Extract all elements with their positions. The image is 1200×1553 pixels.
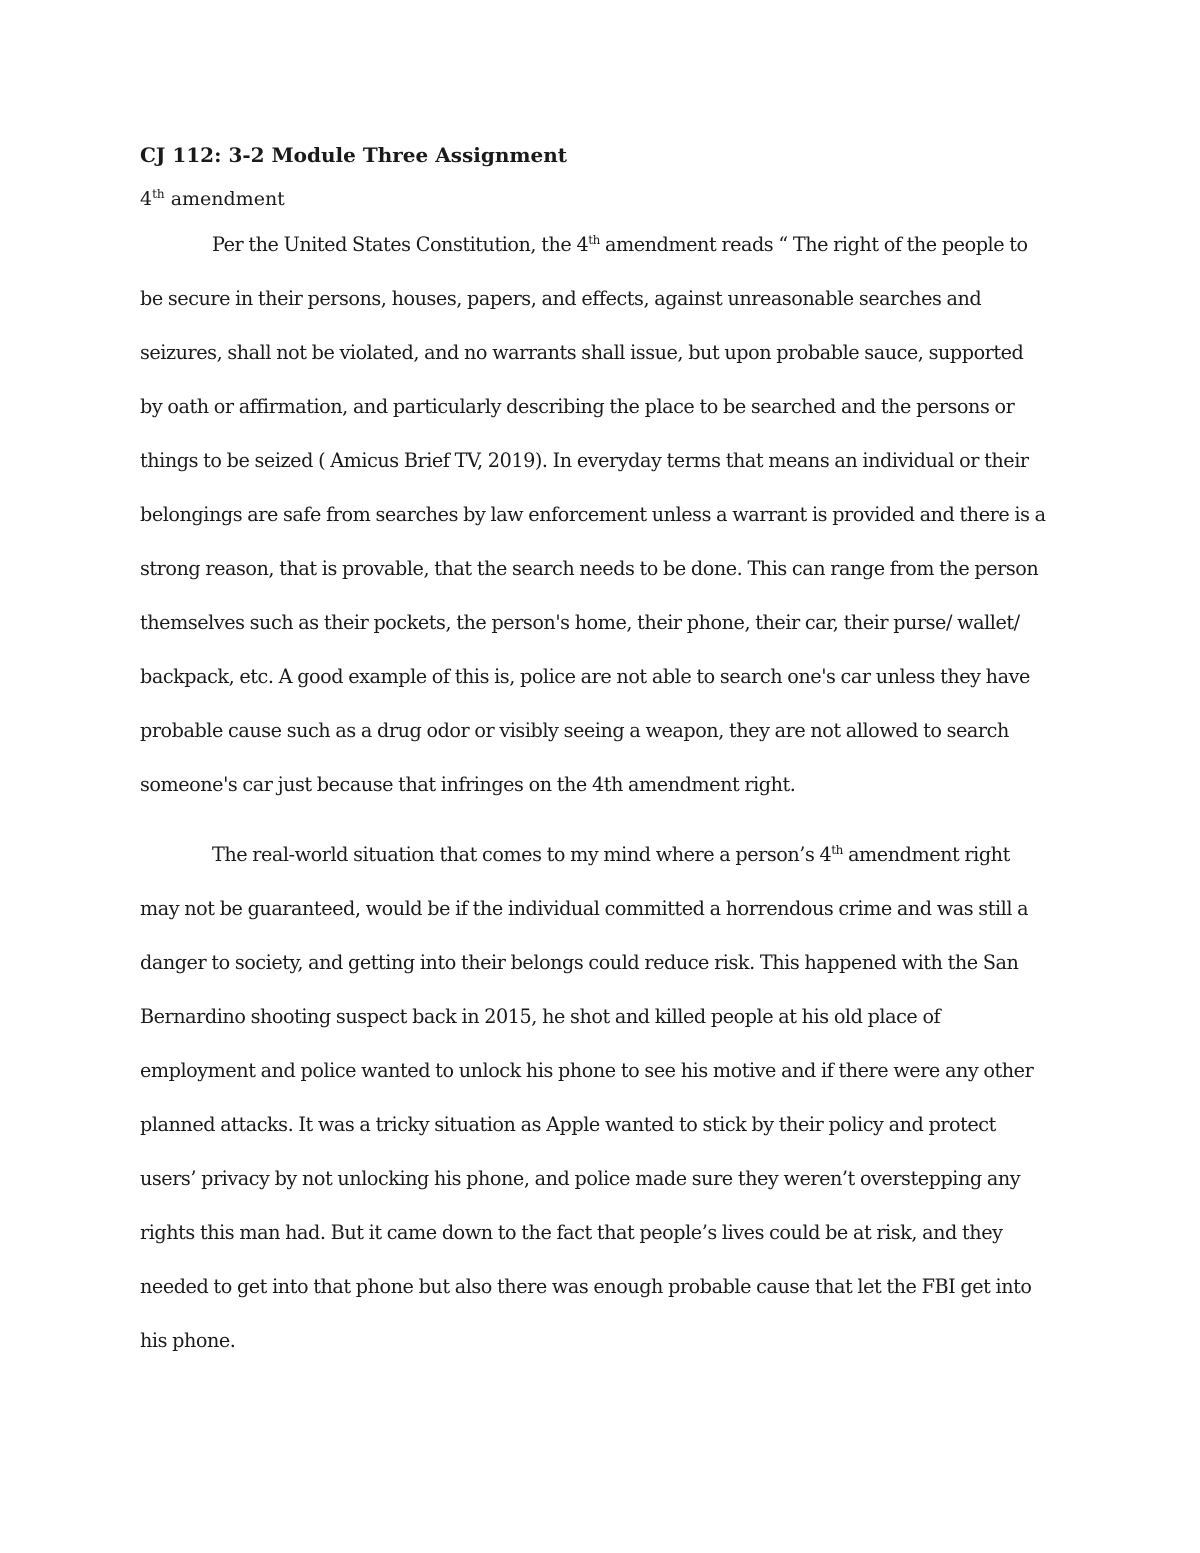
- paragraph-2-line: users’ privacy by not unlocking his phone, and police made sure they weren’t overstepping any: [140, 1167, 1021, 1190]
- subtitle-text: amendment: [164, 188, 285, 210]
- subtitle-number: 4: [140, 188, 153, 210]
- paragraph-1-line: strong reason, that is provable, that the search needs to be done. This can range from the person: [140, 557, 1039, 580]
- paragraph-2-line: planned attacks. It was a tricky situation as Apple wanted to stick by their policy and protect: [140, 1113, 996, 1136]
- assignment-subtitle: [140, 188, 285, 210]
- paragraph-2-superscript: th: [831, 843, 843, 857]
- paragraph-1-line: by oath or affirmation, and particularly describing the place to be searched and the persons or: [140, 395, 1015, 418]
- paragraph-2-line: [212, 843, 1010, 866]
- subtitle-superscript: th: [152, 187, 165, 201]
- paragraph-2-text: The real-world situation that comes to my mind where a person’s 4: [212, 843, 832, 866]
- paragraph-1-line: backpack, etc. A good example of this is, police are not able to search one's car unless they have: [140, 665, 1030, 688]
- paragraph-1-line: be secure in their persons, houses, papers, and effects, against unreasonable searches and: [140, 287, 982, 310]
- paragraph-2-line: may not be guaranteed, would be if the individual committed a horrendous crime and was still a: [140, 897, 1029, 920]
- paragraph-1-line: probable cause such as a drug odor or visibly seeing a weapon, they are not allowed to search: [140, 719, 1009, 742]
- paragraph-2-line: employment and police wanted to unlock his phone to see his motive and if there were any other: [140, 1059, 1034, 1082]
- paragraph-2-line: needed to get into that phone but also there was enough probable cause that let the FBI get into: [140, 1275, 1032, 1298]
- paragraph-1-superscript: th: [588, 233, 600, 247]
- paragraph-1-text: amendment reads “ The right of the people to: [599, 233, 1028, 256]
- paragraph-1-line: seizures, shall not be violated, and no warrants shall issue, but upon probable sauce, supported: [140, 341, 1024, 364]
- paragraph-2-line: danger to society, and getting into their belongs could reduce risk. This happened with the San: [140, 951, 1019, 974]
- paragraph-1-text: Per the United States Constitution, the 4: [212, 233, 589, 256]
- paragraph-1-line: someone's car just because that infringes on the 4th amendment right.: [140, 773, 796, 796]
- paragraph-2-line: rights this man had. But it came down to the fact that people’s lives could be at risk, and they: [140, 1221, 1003, 1244]
- paragraph-2-text: amendment right: [842, 843, 1010, 866]
- assignment-title: CJ 112: 3-2 Module Three Assignment: [140, 143, 568, 167]
- paragraph-1-line: things to be seized ( Amicus Brief TV, 2019). In everyday terms that means an individual or their: [140, 449, 1029, 472]
- paragraph-1-line: themselves such as their pockets, the person's home, their phone, their car, their purse/ wallet/: [140, 611, 1020, 634]
- paragraph-1-line: belongings are safe from searches by law enforcement unless a warrant is provided and there is a: [140, 503, 1046, 526]
- paragraph-2-line: Bernardino shooting suspect back in 2015, he shot and killed people at his old place of: [140, 1005, 941, 1028]
- paragraph-2-line: his phone.: [140, 1329, 236, 1352]
- paragraph-1-line: [212, 233, 1028, 256]
